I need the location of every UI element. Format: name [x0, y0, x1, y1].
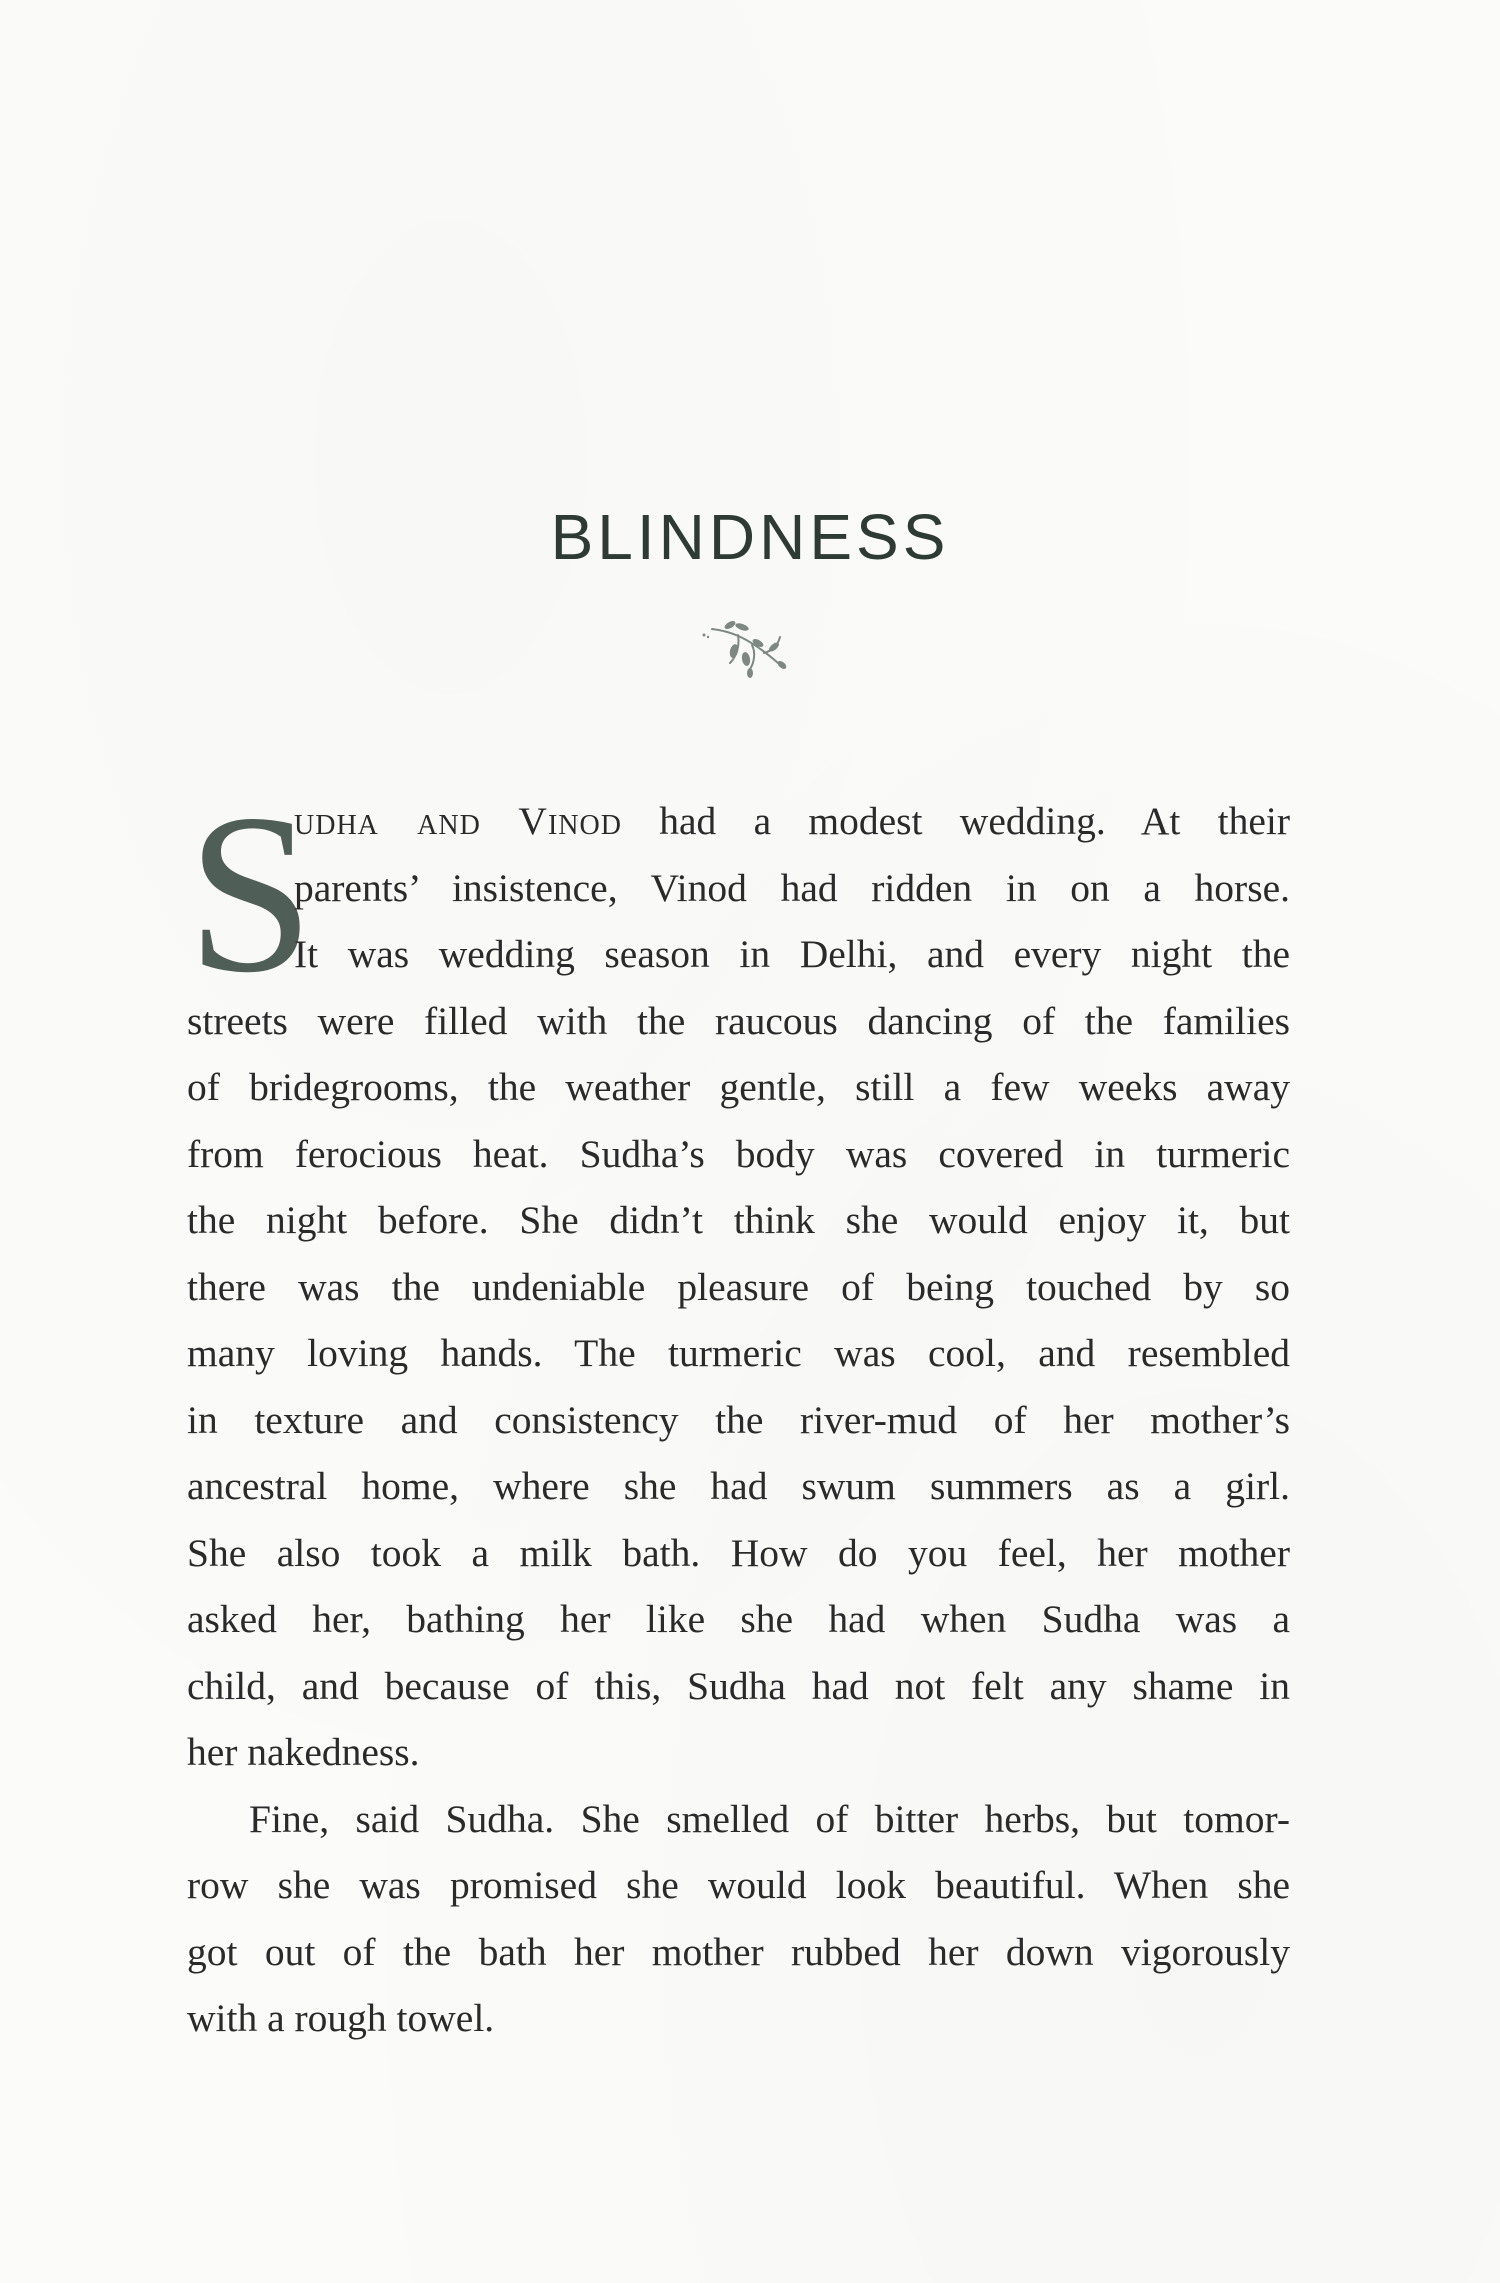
drop-cap: S	[187, 768, 314, 1020]
text-line: there was the undeniable pleasure of being touched by so	[187, 1264, 1290, 1309]
text-line: She also took a milk bath. How do you feel, her mother	[187, 1530, 1290, 1575]
text-line: ancestral home, where she had swum summers as a girl.	[187, 1464, 1290, 1508]
text-line: with a rough towel.	[187, 1996, 495, 2040]
first-line-rest: had a modest wedding. At their	[621, 799, 1290, 843]
text-line: in texture and consistency the river-mud of her mother’s	[187, 1397, 1290, 1442]
text-line	[294, 788, 1290, 855]
text-line: from ferocious heat. Sudha’s body was covered in turmeric	[187, 1131, 1290, 1176]
text-line: the night before. She didn’t think she would enjoy it, but	[187, 1198, 1290, 1242]
text-line: of bridegrooms, the weather gentle, still a few weeks away	[187, 1065, 1290, 1109]
text-line: It was wedding season in Delhi, and every night the	[294, 932, 1290, 976]
text-line: got out of the bath her mother rubbed her down vigorously	[187, 1929, 1290, 1974]
chapter-title: BLINDNESS	[550, 501, 950, 573]
leaf-sprig-ornament-icon	[690, 607, 800, 687]
text-line: parents’ insistence, Vinod had ridden in on a horse.	[294, 865, 1290, 910]
text-line: asked her, bathing her like she had when Sudha was a	[187, 1597, 1290, 1641]
text-line: row she was promised she would look beautiful. When she	[187, 1863, 1290, 1907]
text-line: many loving hands. The turmeric was cool, and resembled	[187, 1331, 1290, 1375]
text-line: streets were filled with the raucous dancing of the families	[187, 998, 1290, 1043]
body-text	[187, 788, 1290, 2052]
opening-smallcaps: udha and Vinod	[294, 799, 622, 843]
text-line: her nakedness.	[187, 1730, 420, 1774]
text-line: child, and because of this, Sudha had not felt any shame in	[187, 1663, 1290, 1708]
text-line: Fine, said Sudha. She smelled of bitter herbs, but tomor-	[249, 1796, 1290, 1841]
